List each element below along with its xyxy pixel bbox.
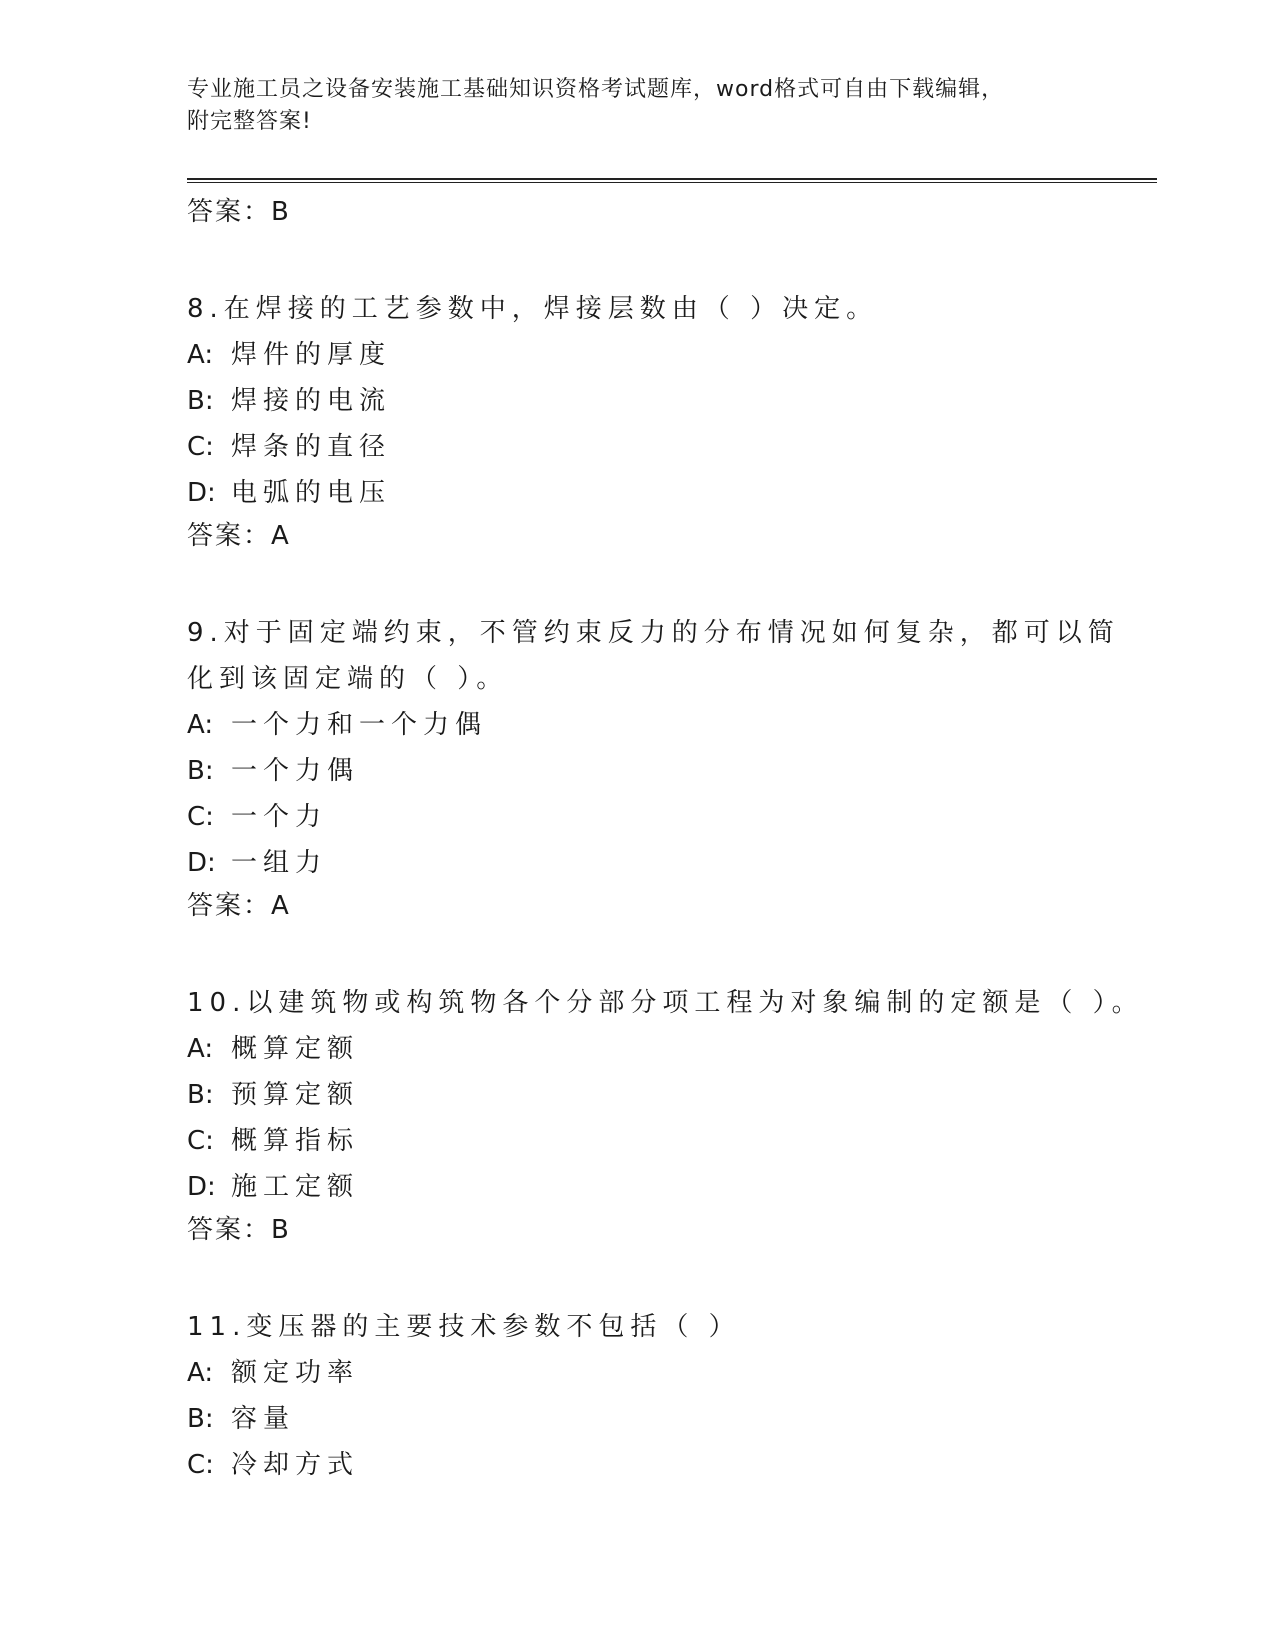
option-text: 概算定额 — [231, 1034, 360, 1064]
option-key: B: — [187, 1080, 214, 1110]
option-key: C: — [187, 432, 214, 462]
question-block — [187, 286, 1147, 556]
option-text: 一个力偶 — [231, 756, 360, 786]
header-rule-thin — [187, 182, 1157, 183]
header-line-1: 专业施工员之设备安装施工基础知识资格考试题库，word格式可自由下载编辑， — [187, 77, 1005, 102]
header-line-2: 附完整答案! — [187, 109, 312, 134]
option-text: 电弧的电压 — [231, 478, 392, 508]
option-d — [187, 470, 1147, 516]
answer-line: 答案：B — [187, 1215, 291, 1245]
option-d — [187, 1164, 1147, 1210]
option-c — [187, 1118, 1147, 1164]
answer-line: 答案：B — [187, 197, 291, 227]
option-text: 施工定额 — [231, 1172, 360, 1202]
option-a — [187, 702, 1147, 748]
option-key: A: — [187, 710, 214, 740]
question-block — [187, 980, 1147, 1250]
option-a — [187, 332, 1147, 378]
document-header — [187, 74, 1087, 138]
question-block — [187, 1304, 1147, 1488]
option-b — [187, 1072, 1147, 1118]
question-stem: 8.在焊接的工艺参数中，焊接层数由（ ）决定。 — [187, 294, 879, 324]
option-text: 焊接的电流 — [231, 386, 392, 416]
option-key: B: — [187, 1404, 214, 1434]
option-b — [187, 748, 1147, 794]
option-key: B: — [187, 756, 214, 786]
option-key: C: — [187, 1450, 214, 1480]
option-text: 容量 — [231, 1404, 296, 1434]
question-stem: 11.变压器的主要技术参数不包括（ ） — [187, 1312, 741, 1342]
option-text: 一个力和一个力偶 — [231, 710, 488, 740]
option-text: 焊件的厚度 — [231, 340, 392, 370]
option-key: D: — [187, 478, 216, 508]
option-key: B: — [187, 386, 214, 416]
option-text: 焊条的直径 — [231, 432, 392, 462]
question-stem: 9.对于固定端约束，不管约束反力的分布情况如何复杂，都可以简化到该固定端的（ ）。 — [187, 618, 1120, 694]
option-text: 冷却方式 — [231, 1450, 360, 1480]
option-text: 概算指标 — [231, 1126, 360, 1156]
answer-line: 答案：A — [187, 521, 291, 551]
option-key: D: — [187, 848, 216, 878]
option-key: A: — [187, 340, 214, 370]
option-a — [187, 1350, 1147, 1396]
option-c — [187, 794, 1147, 840]
option-text: 一个力 — [231, 802, 328, 832]
option-text: 额定功率 — [231, 1358, 360, 1388]
option-text: 一组力 — [231, 848, 328, 878]
option-b — [187, 1396, 1147, 1442]
option-c — [187, 424, 1147, 470]
option-key: C: — [187, 1126, 214, 1156]
option-key: C: — [187, 802, 214, 832]
option-key: D: — [187, 1172, 216, 1202]
option-b — [187, 378, 1147, 424]
question-block — [187, 610, 1147, 926]
question-stem: 10.以建筑物或构筑物各个分部分项工程为对象编制的定额是（ ）。 — [187, 988, 1144, 1018]
option-a — [187, 1026, 1147, 1072]
option-key: A: — [187, 1358, 214, 1388]
header-rule-thick — [187, 178, 1157, 180]
option-key: A: — [187, 1034, 214, 1064]
question-list — [187, 192, 1147, 1488]
answer-line: 答案：A — [187, 891, 291, 921]
option-c — [187, 1442, 1147, 1488]
option-d — [187, 840, 1147, 886]
option-text: 预算定额 — [231, 1080, 360, 1110]
